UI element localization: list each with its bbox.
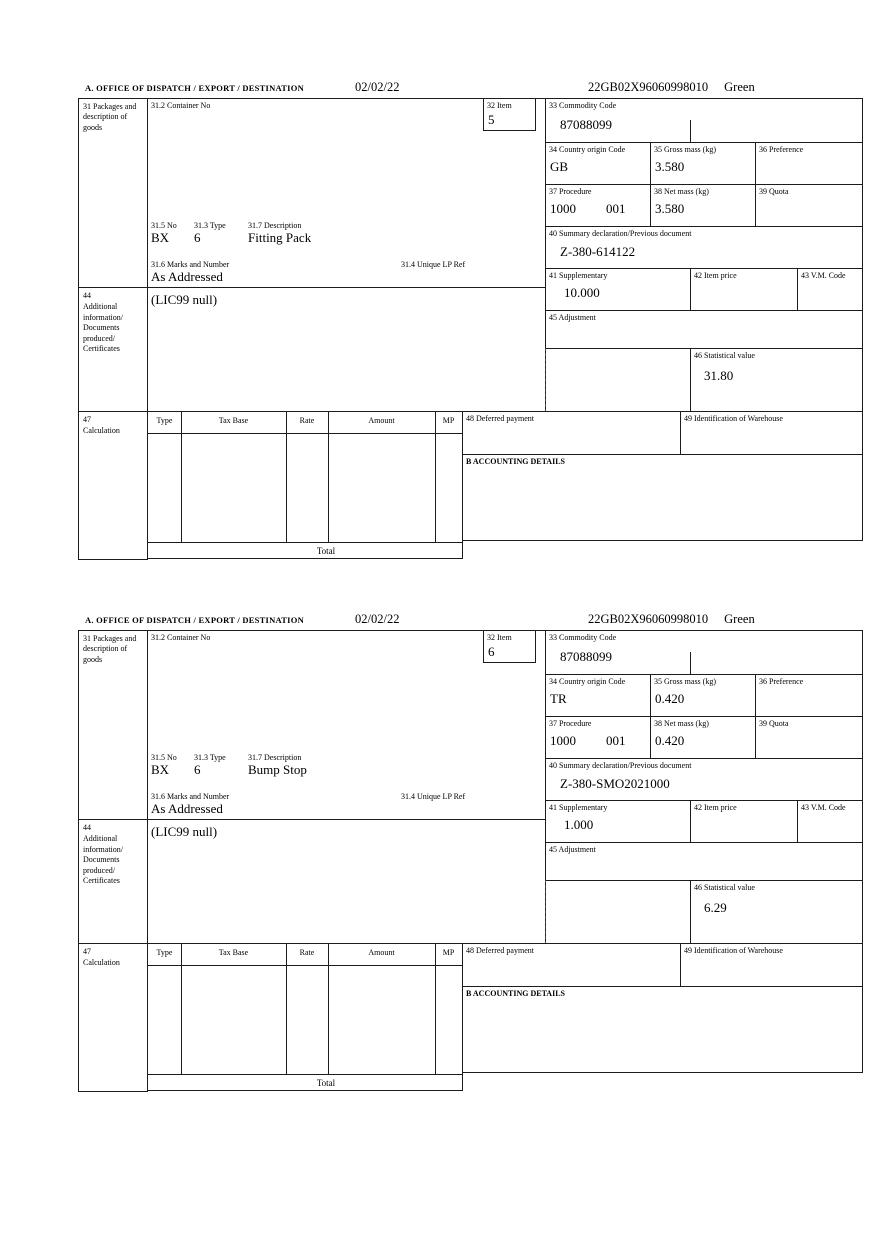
col-amount-header: Amount <box>368 948 395 957</box>
box43-label: 43 V.M. Code <box>801 271 846 280</box>
box47-cell <box>78 411 148 560</box>
box46-label: 46 Statistical value <box>694 351 755 360</box>
box47-number: 47 <box>83 415 91 424</box>
total-label: Total <box>316 1077 336 1088</box>
box35-gross-mass-cell <box>650 674 756 717</box>
package-count: 6 <box>194 230 201 245</box>
box39-label: 39 Quota <box>759 187 789 196</box>
box48-deferred-payment-cell <box>462 943 681 987</box>
box33-commodity-cell <box>545 98 863 143</box>
date-of-dispatch: 02/02/22 <box>355 612 400 626</box>
commodity-code: 87088099 <box>560 117 612 133</box>
accounting-details-cell <box>462 986 863 1073</box>
box31-packages-cell <box>78 98 148 288</box>
box34-country-cell <box>545 142 651 185</box>
commodity-code-divider <box>690 652 691 674</box>
commodity-code-divider <box>690 120 691 142</box>
box44-cell <box>78 287 148 412</box>
box35-label: 35 Gross mass (kg) <box>654 677 716 686</box>
box36-label: 36 Preference <box>759 145 804 154</box>
box37-procedure-cell <box>545 716 651 759</box>
box46-statistical-value-cell <box>690 880 863 944</box>
box43-label: 43 V.M. Code <box>801 803 846 812</box>
box44-additional-label: Additional information/ Documents produced/ Certificates <box>83 302 123 353</box>
table-column-divider <box>435 412 436 542</box>
package-kind: BX <box>151 762 170 777</box>
package-kind: BX <box>151 230 170 245</box>
box48-label: 48 Deferred payment <box>466 414 534 423</box>
country-origin-code: TR <box>550 691 567 707</box>
supplementary-units: 10.000 <box>564 285 600 301</box>
box44-cell <box>78 819 148 944</box>
box44-content-cell <box>147 819 546 944</box>
box31-5-label: 31.5 No <box>151 753 177 762</box>
box41-label: 41 Supplementary <box>549 803 608 812</box>
box31-packages-cell <box>78 630 148 820</box>
box33-label: 33 Commodity Code <box>549 633 617 642</box>
box33-label: 33 Commodity Code <box>549 101 617 110</box>
box47-number: 47 <box>83 947 91 956</box>
box44-number: 44 <box>83 823 91 832</box>
box35-gross-mass-cell <box>650 142 756 185</box>
additional-information: (LIC99 null) <box>151 292 218 307</box>
box43-vm-code-cell <box>797 800 863 843</box>
total-row <box>147 1074 463 1091</box>
net-mass: 3.580 <box>655 201 685 217</box>
box45-label: 45 Adjustment <box>549 313 596 322</box>
box36-preference-cell <box>755 674 863 717</box>
box48-label: 48 Deferred payment <box>466 946 534 955</box>
box42-item-price-cell <box>690 800 798 843</box>
box32-label: 32 Item <box>487 101 512 110</box>
total-row <box>147 542 463 559</box>
box39-quota-cell <box>755 184 863 227</box>
box31-3-label: 31.3 Type <box>194 221 226 230</box>
routing-status: Green <box>724 80 755 94</box>
box42-label: 42 Item price <box>694 271 737 280</box>
declaration-item-copy-2 <box>0 612 882 1144</box>
accounting-details-label: B ACCOUNTING DETAILS <box>466 457 565 466</box>
procedure-code: 1000 <box>550 733 576 749</box>
movement-reference-number: 22GB02X96060998010 <box>588 80 709 94</box>
procedure-code-2: 001 <box>606 201 626 217</box>
box34-country-cell <box>545 674 651 717</box>
goods-description: Fitting Pack <box>248 230 312 245</box>
box40-label: 40 Summary declaration/Previous document <box>549 229 692 238</box>
box31-6-label: 31.6 Marks and Number <box>151 260 230 269</box>
statistical-value: 31.80 <box>704 368 734 384</box>
previous-document: Z-380-614122 <box>560 244 636 260</box>
table-column-divider <box>328 944 329 1074</box>
table-column-divider <box>435 944 436 1074</box>
box49-label: 49 Identification of Warehouse <box>684 414 783 423</box>
col-mp-header: MP <box>442 416 455 425</box>
box38-label: 38 Net mass (kg) <box>654 719 709 728</box>
commodity-code: 87088099 <box>560 649 612 665</box>
box40-previous-document-cell <box>545 226 863 269</box>
box39-quota-cell <box>755 716 863 759</box>
box47-calculation-label: Calculation <box>83 426 120 436</box>
total-label: Total <box>316 545 336 556</box>
procedure-codes <box>550 734 650 748</box>
statistical-value: 6.29 <box>704 900 727 916</box>
goods-description: Bump Stop <box>248 762 307 777</box>
box47-calculation-table <box>147 411 463 543</box>
box38-net-mass-cell <box>650 716 756 759</box>
marks-and-numbers: As Addressed <box>151 801 223 816</box>
box37-label: 37 Procedure <box>549 187 592 196</box>
box41-supplementary-cell <box>545 268 691 311</box>
marks-and-numbers: As Addressed <box>151 269 223 284</box>
table-column-divider <box>286 412 287 542</box>
box31-7-label: 31.7 Description <box>248 753 302 762</box>
box47-cell <box>78 943 148 1092</box>
col-tax-base-header: Tax Base <box>218 416 249 425</box>
item-number: 6 <box>488 644 495 660</box>
movement-reference-number: 22GB02X96060998010 <box>588 612 709 626</box>
col-rate-header: Rate <box>299 416 315 425</box>
previous-document: Z-380-SMO2021000 <box>560 776 670 792</box>
box43-vm-code-cell <box>797 268 863 311</box>
country-origin-code: GB <box>550 159 569 175</box>
box47-calculation-table <box>147 943 463 1075</box>
box36-label: 36 Preference <box>759 677 804 686</box>
table-column-divider <box>181 944 182 1074</box>
box45-label: 45 Adjustment <box>549 845 596 854</box>
box35-label: 35 Gross mass (kg) <box>654 145 716 154</box>
gross-mass: 0.420 <box>655 691 685 707</box>
box38-label: 38 Net mass (kg) <box>654 187 709 196</box>
declaration-reference <box>588 612 755 627</box>
box45-adjustment-cell <box>545 310 863 349</box>
net-mass: 0.420 <box>655 733 685 749</box>
box49-label: 49 Identification of Warehouse <box>684 946 783 955</box>
procedure-code-2: 001 <box>606 733 626 749</box>
procedure-codes <box>550 202 650 216</box>
box37-label: 37 Procedure <box>549 719 592 728</box>
box31-7-label: 31.7 Description <box>248 221 302 230</box>
box31-2-label: 31.2 Container No <box>151 633 211 642</box>
box32-item-cell <box>483 630 536 663</box>
accounting-details-label: B ACCOUNTING DETAILS <box>466 989 565 998</box>
box45-adjustment-cell <box>545 842 863 881</box>
box31-2-label: 31.2 Container No <box>151 101 211 110</box>
additional-information: (LIC99 null) <box>151 824 218 839</box>
box31-packages-label: 31 Packages and description of goods <box>83 102 137 132</box>
table-column-divider <box>181 412 182 542</box>
procedure-code: 1000 <box>550 201 576 217</box>
col-mp-header: MP <box>442 948 455 957</box>
box44-additional-label: Additional information/ Documents produced/ Certificates <box>83 834 123 885</box>
box31-6-label: 31.6 Marks and Number <box>151 792 230 801</box>
box48-deferred-payment-cell <box>462 411 681 455</box>
accounting-details-cell <box>462 454 863 541</box>
box46-statistical-value-cell <box>690 348 863 412</box>
box46-label: 46 Statistical value <box>694 883 755 892</box>
routing-status: Green <box>724 612 755 626</box>
box44-number: 44 <box>83 291 91 300</box>
table-column-divider <box>328 412 329 542</box>
box49-warehouse-cell <box>680 411 863 455</box>
box33-commodity-cell <box>545 630 863 675</box>
box42-label: 42 Item price <box>694 803 737 812</box>
col-type-header: Type <box>156 416 173 425</box>
table-header-divider <box>148 965 462 966</box>
box38-net-mass-cell <box>650 184 756 227</box>
table-column-divider <box>286 944 287 1074</box>
box41-supplementary-cell <box>545 800 691 843</box>
box39-label: 39 Quota <box>759 719 789 728</box>
office-of-dispatch-label: A. OFFICE OF DISPATCH / EXPORT / DESTINATION <box>85 83 304 93</box>
box40-label: 40 Summary declaration/Previous document <box>549 761 692 770</box>
statistical-dashed-boundary <box>545 348 546 412</box>
package-count: 6 <box>194 762 201 777</box>
box34-label: 34 Country origin Code <box>549 677 626 686</box>
declaration-reference <box>588 80 755 95</box>
table-header-divider <box>148 433 462 434</box>
declaration-item-copy-1 <box>0 80 882 612</box>
gross-mass: 3.580 <box>655 159 685 175</box>
box32-label: 32 Item <box>487 633 512 642</box>
box34-label: 34 Country origin Code <box>549 145 626 154</box>
col-type-header: Type <box>156 948 173 957</box>
box49-warehouse-cell <box>680 943 863 987</box>
box32-item-cell <box>483 98 536 131</box>
col-rate-header: Rate <box>299 948 315 957</box>
office-of-dispatch-label: A. OFFICE OF DISPATCH / EXPORT / DESTINATION <box>85 615 304 625</box>
box40-previous-document-cell <box>545 758 863 801</box>
col-amount-header: Amount <box>368 416 395 425</box>
supplementary-units: 1.000 <box>564 817 594 833</box>
box31-5-label: 31.5 No <box>151 221 177 230</box>
item-number: 5 <box>488 112 495 128</box>
date-of-dispatch: 02/02/22 <box>355 80 400 94</box>
box31-4-label: 31.4 Unique LP Ref <box>401 792 466 801</box>
statistical-dashed-boundary <box>545 880 546 944</box>
box41-label: 41 Supplementary <box>549 271 608 280</box>
box44-content-cell <box>147 287 546 412</box>
box31-packages-label: 31 Packages and description of goods <box>83 634 137 664</box>
box37-procedure-cell <box>545 184 651 227</box>
box42-item-price-cell <box>690 268 798 311</box>
box31-4-label: 31.4 Unique LP Ref <box>401 260 466 269</box>
box47-calculation-label: Calculation <box>83 958 120 968</box>
col-tax-base-header: Tax Base <box>218 948 249 957</box>
box36-preference-cell <box>755 142 863 185</box>
box31-3-label: 31.3 Type <box>194 753 226 762</box>
